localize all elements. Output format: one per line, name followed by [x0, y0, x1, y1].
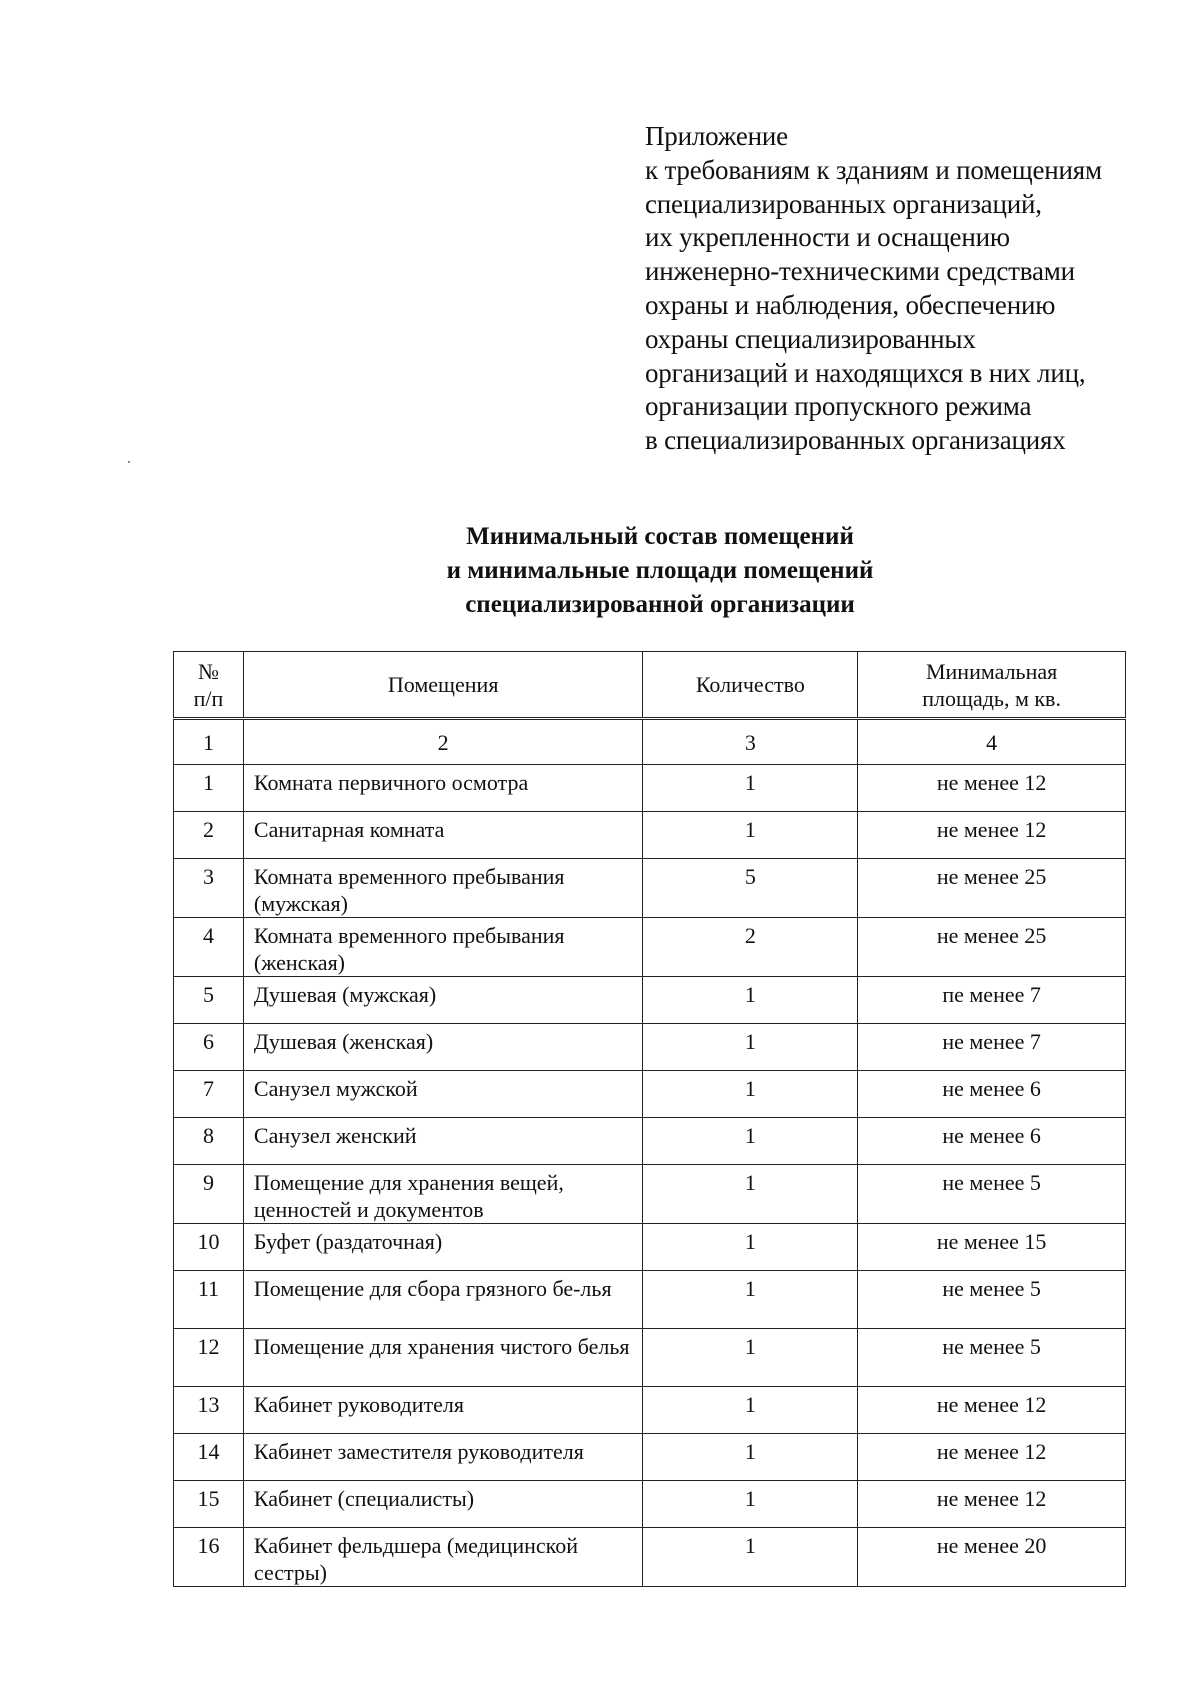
room-name: Кабинет заместителя руководителя [243, 1434, 643, 1481]
table-row [174, 1329, 1126, 1387]
row-number: 8 [174, 1118, 244, 1165]
room-min-area: не менее 12 [858, 1481, 1126, 1528]
room-quantity: 1 [643, 1528, 858, 1587]
row-number: 9 [174, 1165, 244, 1224]
room-min-area: не менее 5 [858, 1165, 1126, 1224]
room-quantity: 1 [643, 1329, 858, 1387]
room-quantity: 1 [643, 1071, 858, 1118]
appendix-line: организации пропускного режима [645, 391, 1032, 422]
room-quantity: 1 [643, 1271, 858, 1329]
table-row [174, 1071, 1126, 1118]
row-number: 16 [174, 1528, 244, 1587]
column-number-row [174, 719, 1126, 765]
document-title [300, 520, 1020, 622]
table-row [174, 977, 1126, 1024]
room-name: Комната первичного осмотра [243, 765, 643, 812]
header-num [174, 652, 244, 719]
room-name: Помещение для сбора грязного бе-лья [243, 1271, 643, 1329]
title-line: и минимальные площади помещений [446, 557, 874, 584]
table-header-row [174, 652, 1126, 719]
table-row [174, 1271, 1126, 1329]
appendix-line: специализированных организаций, [645, 188, 1042, 219]
appendix-line: организаций и находящихся в них лиц, [645, 357, 1086, 388]
room-min-area: не менее 25 [858, 859, 1126, 918]
header-area [858, 652, 1126, 719]
appendix-line: Приложение [645, 121, 788, 151]
room-quantity: 1 [643, 1434, 858, 1481]
rooms-table [173, 651, 1126, 1587]
title-line: специализированной организации [465, 591, 855, 618]
room-quantity: 1 [643, 1387, 858, 1434]
room-name: Комната временного пребывания (мужская) [243, 859, 643, 918]
table-row [174, 812, 1126, 859]
table-row [174, 1118, 1126, 1165]
room-name: Помещение для хранения чистого белья [243, 1329, 643, 1387]
row-number: 7 [174, 1071, 244, 1118]
room-quantity: 1 [643, 1165, 858, 1224]
room-min-area: не менее 15 [858, 1224, 1126, 1271]
row-number: 5 [174, 977, 244, 1024]
row-number: 3 [174, 859, 244, 918]
header-name: Помещения [243, 652, 643, 719]
header-num-line1: № [197, 658, 219, 684]
header-num-line2: п/п [193, 685, 224, 711]
header-area-line2: площадь, м кв. [922, 685, 1061, 711]
room-min-area: не менее 20 [858, 1528, 1126, 1587]
room-name: Кабинет (специалисты) [243, 1481, 643, 1528]
room-min-area: не менее 6 [858, 1118, 1126, 1165]
column-number: 2 [243, 719, 643, 765]
room-min-area: не менее 7 [858, 1024, 1126, 1071]
appendix-block [645, 120, 1165, 458]
row-number: 15 [174, 1481, 244, 1528]
room-quantity: 1 [643, 977, 858, 1024]
table-row [174, 1224, 1126, 1271]
row-number: 4 [174, 918, 244, 977]
row-number: 13 [174, 1387, 244, 1434]
table-body [174, 719, 1126, 1587]
table-row [174, 859, 1126, 918]
table-row [174, 1528, 1126, 1587]
room-quantity: 1 [643, 1481, 858, 1528]
room-quantity: 1 [643, 1118, 858, 1165]
row-number: 1 [174, 765, 244, 812]
table-row [174, 1165, 1126, 1224]
scan-speck [128, 461, 130, 463]
room-quantity: 1 [643, 812, 858, 859]
appendix-line: инженерно-техническими средствами [645, 256, 1075, 287]
room-name: Душевая (женская) [243, 1024, 643, 1071]
table-row [174, 1387, 1126, 1434]
table-row [174, 1434, 1126, 1481]
room-min-area: пе менее 7 [858, 977, 1126, 1024]
column-number: 1 [174, 719, 244, 765]
table-row [174, 765, 1126, 812]
room-min-area: не менее 12 [858, 812, 1126, 859]
room-quantity: 1 [643, 1024, 858, 1071]
room-name: Кабинет руководителя [243, 1387, 643, 1434]
table-row [174, 1481, 1126, 1528]
appendix-line: охраны и наблюдения, обеспечению [645, 289, 1056, 320]
header-area-line1: Минимальная [925, 658, 1058, 684]
room-name: Душевая (мужская) [243, 977, 643, 1024]
room-quantity: 2 [643, 918, 858, 977]
table-row [174, 1024, 1126, 1071]
header-qty: Количество [643, 652, 858, 719]
room-min-area: не менее 25 [858, 918, 1126, 977]
title-line: Минимальный состав помещений [466, 523, 854, 550]
room-quantity: 1 [643, 1224, 858, 1271]
room-name: Комната временного пребывания (женская) [243, 918, 643, 977]
appendix-line: к требованиям к зданиям и помещениям [645, 154, 1102, 185]
appendix-line: в специализированных организациях [645, 425, 1066, 456]
room-name: Санузел мужской [243, 1071, 643, 1118]
room-quantity: 5 [643, 859, 858, 918]
room-min-area: не менее 12 [858, 1387, 1126, 1434]
row-number: 14 [174, 1434, 244, 1481]
row-number: 2 [174, 812, 244, 859]
row-number: 12 [174, 1329, 244, 1387]
row-number: 6 [174, 1024, 244, 1071]
room-name: Буфет (раздаточная) [243, 1224, 643, 1271]
room-name: Санузел женский [243, 1118, 643, 1165]
row-number: 10 [174, 1224, 244, 1271]
room-min-area: не менее 6 [858, 1071, 1126, 1118]
room-name: Санитарная комната [243, 812, 643, 859]
column-number: 4 [858, 719, 1126, 765]
room-min-area: не менее 5 [858, 1329, 1126, 1387]
table-row [174, 918, 1126, 977]
row-number: 11 [174, 1271, 244, 1329]
room-quantity: 1 [643, 765, 858, 812]
room-min-area: не менее 5 [858, 1271, 1126, 1329]
room-min-area: не менее 12 [858, 765, 1126, 812]
appendix-line: их укрепленности и оснащению [645, 222, 1010, 253]
room-min-area: не менее 12 [858, 1434, 1126, 1481]
room-name: Кабинет фельдшера (медицинской сестры) [243, 1528, 643, 1587]
column-number: 3 [643, 719, 858, 765]
room-name: Помещение для хранения вещей, ценностей и документов [243, 1165, 643, 1224]
appendix-line: охраны специализированных [645, 323, 976, 354]
